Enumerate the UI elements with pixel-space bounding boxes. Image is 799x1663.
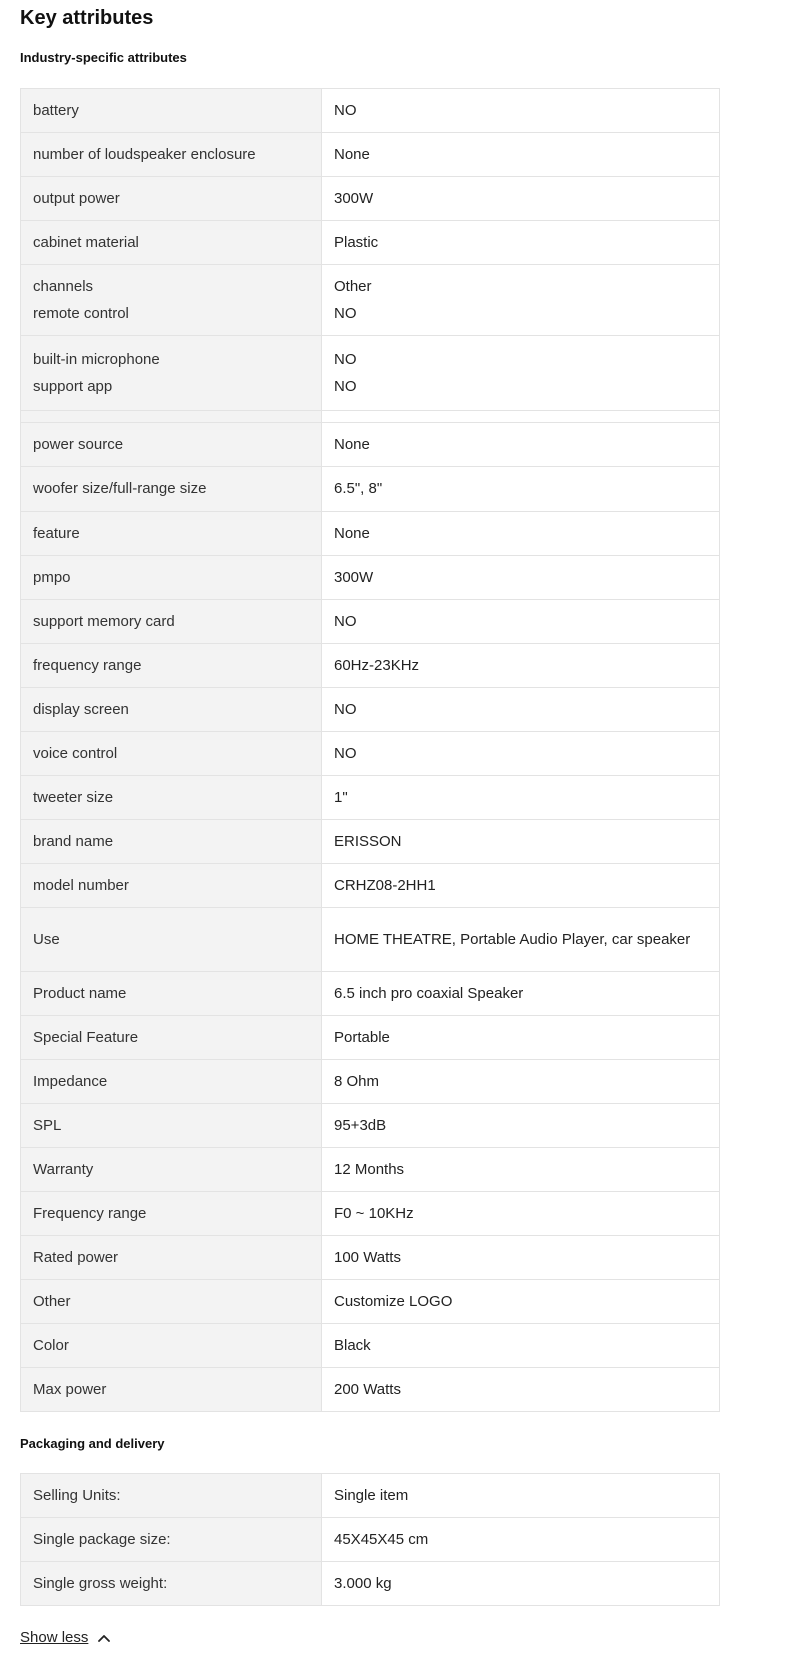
attribute-value: 12 Months xyxy=(334,1160,405,1178)
attribute-row xyxy=(21,1562,720,1606)
attribute-value: NO xyxy=(334,101,357,119)
attribute-name-cell xyxy=(21,265,322,336)
attribute-value-cell xyxy=(322,820,720,864)
attribute-row xyxy=(21,776,720,820)
attribute-name: Single gross weight: xyxy=(33,1574,168,1592)
attribute-row xyxy=(21,133,720,177)
attribute-value: NO xyxy=(334,350,357,368)
attribute-value: Other xyxy=(334,277,372,295)
attribute-name: battery xyxy=(33,101,79,119)
attribute-name: feature xyxy=(33,524,80,542)
attribute-name: display screen xyxy=(33,700,129,718)
attribute-value: NO xyxy=(334,304,357,322)
attribute-name-cell xyxy=(21,89,322,133)
attribute-name-cell xyxy=(21,1368,322,1412)
attribute-row xyxy=(21,1280,720,1324)
attribute-row xyxy=(21,336,720,411)
attribute-name: Use xyxy=(33,930,60,948)
attribute-value-cell xyxy=(322,1280,720,1324)
attribute-name: Color xyxy=(33,1336,69,1354)
attribute-name: output power xyxy=(33,189,120,207)
attribute-value: 6.5", 8" xyxy=(334,480,383,497)
attribute-name: cabinet material xyxy=(33,233,139,251)
attribute-value: ERISSON xyxy=(334,832,402,850)
attribute-value-cell xyxy=(322,336,720,411)
attribute-value: NO xyxy=(334,612,357,630)
attribute-value-cell xyxy=(322,1562,720,1606)
attribute-name-cell xyxy=(21,1562,322,1606)
attribute-name-cell xyxy=(21,732,322,776)
attribute-name-cell xyxy=(21,423,322,467)
attribute-name-cell xyxy=(21,177,322,221)
attribute-value: 300W xyxy=(334,189,374,207)
attribute-value: Portable xyxy=(334,1028,390,1046)
attribute-value-cell xyxy=(322,221,720,265)
attribute-row xyxy=(21,177,720,221)
attribute-value: None xyxy=(334,435,370,453)
attribute-row xyxy=(21,512,720,556)
attribute-name-cell xyxy=(21,1474,322,1518)
attribute-name-cell xyxy=(21,972,322,1016)
attribute-value: 3.000 kg xyxy=(334,1574,392,1592)
attribute-name-cell xyxy=(21,1192,322,1236)
attribute-value-cell xyxy=(322,908,720,972)
attribute-value: Customize LOGO xyxy=(334,1292,453,1310)
show-less-label: Show less xyxy=(20,1629,89,1646)
attribute-name-cell xyxy=(21,556,322,600)
attribute-value-cell xyxy=(322,1104,720,1148)
attribute-value-cell xyxy=(322,1148,720,1192)
attribute-value: 1" xyxy=(334,788,348,806)
attribute-name: support app xyxy=(33,377,113,395)
attribute-row xyxy=(21,1060,720,1104)
attribute-row xyxy=(21,221,720,265)
attribute-name: built-in microphone xyxy=(33,350,160,368)
attribute-row xyxy=(21,908,720,972)
attribute-value: NO xyxy=(334,377,357,395)
attribute-value-cell xyxy=(322,556,720,600)
attribute-name: Impedance xyxy=(33,1072,108,1090)
attribute-value: 95+3dB xyxy=(334,1116,387,1134)
attribute-value-cell xyxy=(322,177,720,221)
attribute-name: model number xyxy=(33,876,129,894)
attribute-value-cell xyxy=(322,732,720,776)
attribute-name: remote control xyxy=(33,304,129,322)
attribute-name: Rated power xyxy=(33,1248,119,1266)
attribute-row xyxy=(21,864,720,908)
attribute-value: None xyxy=(334,145,370,163)
attribute-value-cell xyxy=(322,776,720,820)
attribute-value-cell xyxy=(322,1016,720,1060)
attribute-value-cell xyxy=(322,1518,720,1562)
attribute-value: NO xyxy=(334,744,357,762)
attribute-name-cell xyxy=(21,221,322,265)
attribute-name: Max power xyxy=(33,1380,107,1398)
attribute-value-cell xyxy=(322,1368,720,1412)
chevron-up-icon xyxy=(98,1634,110,1642)
attribute-row xyxy=(21,411,720,423)
attribute-name-cell xyxy=(21,1518,322,1562)
packaging-section-heading: Packaging and delivery xyxy=(20,1436,165,1451)
attribute-value-cell xyxy=(322,972,720,1016)
attribute-name: Other xyxy=(33,1292,71,1310)
attribute-value-cell xyxy=(322,265,720,336)
attribute-name-cell xyxy=(21,467,322,512)
attribute-value-cell xyxy=(322,133,720,177)
attribute-name: Single package size: xyxy=(33,1530,171,1548)
attribute-row xyxy=(21,1474,720,1518)
attribute-name-cell xyxy=(21,820,322,864)
attribute-value: NO xyxy=(334,700,357,718)
attribute-name: channels xyxy=(33,277,94,295)
attribute-name: pmpo xyxy=(33,568,71,586)
attribute-row xyxy=(21,1236,720,1280)
attribute-value: HOME THEATRE, Portable Audio Player, car speaker xyxy=(334,930,691,948)
attribute-row xyxy=(21,972,720,1016)
attribute-name-cell xyxy=(21,864,322,908)
attribute-name: Selling Units: xyxy=(33,1486,121,1504)
attribute-name-cell xyxy=(21,1280,322,1324)
attribute-name: voice control xyxy=(33,744,118,762)
packaging-attributes-table xyxy=(20,1473,720,1606)
attribute-name: Warranty xyxy=(33,1160,94,1178)
attribute-row xyxy=(21,820,720,864)
show-less-button[interactable] xyxy=(20,1629,110,1646)
attribute-name-cell xyxy=(21,600,322,644)
attribute-name: SPL xyxy=(33,1116,62,1134)
attribute-row xyxy=(21,644,720,688)
attribute-row xyxy=(21,1016,720,1060)
attribute-value: Single item xyxy=(334,1486,409,1504)
attribute-value-cell xyxy=(322,1060,720,1104)
attribute-value: 8 Ohm xyxy=(334,1072,380,1090)
attribute-value: 60Hz-23KHz xyxy=(334,656,420,674)
attribute-value-cell xyxy=(322,1474,720,1518)
attribute-name-cell xyxy=(21,908,322,972)
attribute-row xyxy=(21,600,720,644)
attribute-name-cell xyxy=(21,512,322,556)
attribute-value: 300W xyxy=(334,568,374,586)
attribute-name-cell xyxy=(21,644,322,688)
industry-section-heading: Industry-specific attributes xyxy=(20,50,187,65)
page-title: Key attributes xyxy=(20,7,154,29)
attribute-value-cell xyxy=(322,1192,720,1236)
attribute-value: 45X45X45 cm xyxy=(334,1530,429,1548)
attribute-name-cell xyxy=(21,1324,322,1368)
attribute-value: None xyxy=(334,524,370,542)
attribute-value-cell xyxy=(322,600,720,644)
attribute-value: Black xyxy=(334,1336,371,1354)
attribute-row xyxy=(21,556,720,600)
attribute-row xyxy=(21,688,720,732)
attribute-row xyxy=(21,1368,720,1412)
attribute-row xyxy=(21,1104,720,1148)
attribute-name-cell xyxy=(21,1104,322,1148)
attribute-name: frequency range xyxy=(33,656,142,674)
attribute-name-cell xyxy=(21,776,322,820)
attribute-row xyxy=(21,265,720,336)
attribute-row xyxy=(21,1518,720,1562)
attribute-value: F0 ~ 10KHz xyxy=(334,1204,414,1222)
attribute-row xyxy=(21,89,720,133)
attribute-name-cell xyxy=(21,133,322,177)
attribute-value: CRHZ08-2HH1 xyxy=(334,876,436,894)
attribute-row xyxy=(21,1148,720,1192)
attribute-name-cell xyxy=(21,1016,322,1060)
attribute-value-cell xyxy=(322,1236,720,1280)
attribute-value-cell xyxy=(322,1324,720,1368)
attribute-value-cell xyxy=(322,864,720,908)
attribute-name-cell xyxy=(21,1148,322,1192)
attribute-value-cell xyxy=(322,644,720,688)
attribute-row xyxy=(21,1324,720,1368)
attribute-name: Frequency range xyxy=(33,1204,147,1222)
attribute-name: brand name xyxy=(33,832,114,850)
attribute-value-cell xyxy=(322,89,720,133)
attribute-name-cell xyxy=(21,411,322,423)
attribute-name: Product name xyxy=(33,984,127,1002)
attribute-value-cell xyxy=(322,411,720,423)
attribute-name: support memory card xyxy=(33,612,175,630)
attribute-name: tweeter size xyxy=(33,788,114,806)
industry-attributes-table xyxy=(20,88,720,1412)
attribute-name: number of loudspeaker enclosure xyxy=(33,145,256,163)
attribute-row xyxy=(21,1192,720,1236)
attribute-row xyxy=(21,732,720,776)
attribute-name-cell xyxy=(21,1060,322,1104)
attribute-name-cell xyxy=(21,1236,322,1280)
attribute-value-cell xyxy=(322,467,720,512)
attribute-value-cell xyxy=(322,423,720,467)
attribute-name-cell xyxy=(21,688,322,732)
attribute-value: 6.5 inch pro coaxial Speaker xyxy=(334,984,524,1002)
attribute-name: power source xyxy=(33,435,124,453)
attribute-name: woofer size/full-range size xyxy=(33,480,207,497)
attribute-value: Plastic xyxy=(334,233,379,251)
attribute-name-cell xyxy=(21,336,322,411)
attribute-row xyxy=(21,467,720,512)
attribute-value: 200 Watts xyxy=(334,1380,401,1398)
attribute-value: 100 Watts xyxy=(334,1248,401,1266)
attribute-value-cell xyxy=(322,688,720,732)
attribute-row xyxy=(21,423,720,467)
attribute-value-cell xyxy=(322,512,720,556)
attribute-name: Special Feature xyxy=(33,1028,139,1046)
